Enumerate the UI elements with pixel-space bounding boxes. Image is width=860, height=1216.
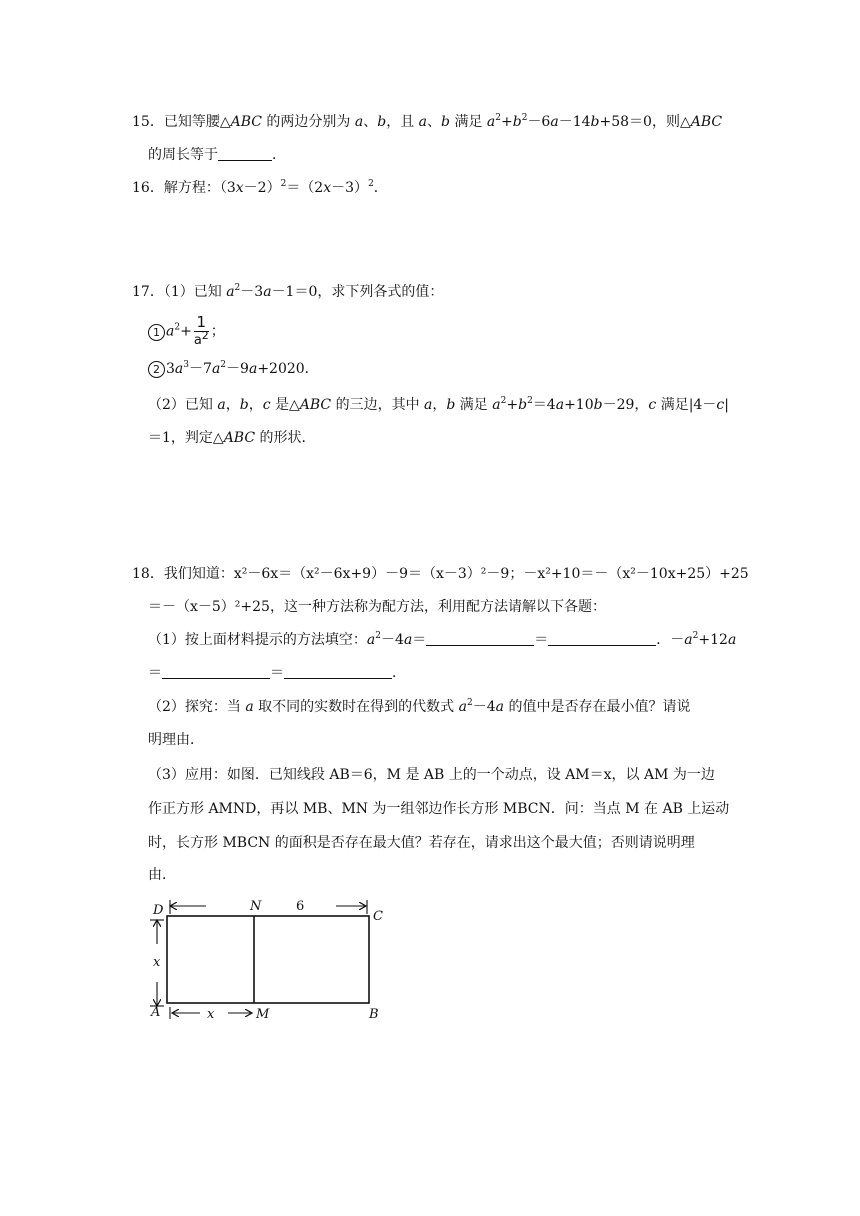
outer-rectangle [167, 916, 369, 1003]
q18-line1: 我们知道：x²－6x＝（x²－6x+9）－9＝（x－3）²－9；－x²+10＝－（x²－10x+25）+25 [163, 566, 749, 582]
rectangle-figure [140, 894, 400, 1029]
label-N: N [250, 899, 262, 914]
answer-blank-3[interactable] [162, 664, 270, 679]
q18-part3-line4: 由． [148, 867, 176, 883]
question-number: 17． [132, 284, 164, 300]
answer-blank-1[interactable] [426, 631, 534, 646]
q18-line2: ＝－（x－5）²+25，这一种方法称为配方法，利用配方法请解以下各题： [148, 599, 606, 615]
q15-line2: 的周长等于 ． [148, 147, 286, 163]
question-number: 15． [132, 114, 164, 130]
question-15 [132, 112, 722, 132]
label-D: D [153, 903, 164, 918]
q17-part2-line1: （2）已知 a，b，c 是△ABC 的三边，其中 a，b 满足 $a^2+b^2=4a+10b-29$，c 满足|4－c| [148, 396, 729, 413]
answer-blank[interactable] [218, 146, 272, 161]
fraction: $\frac{1}{a^2}$ [193, 313, 209, 348]
q18-part1-line2: ＝ ＝ ． [148, 665, 406, 681]
label-M: M [256, 1007, 270, 1022]
circled-number-1: 1 [148, 324, 165, 341]
circled-number-2: 2 [148, 361, 165, 378]
q15-line1: 已知等腰△ABC 的两边分别为 a、b，且 a、b 满足 $a^2+b^2-6a-14b+58=0$，则△ABC [163, 113, 723, 130]
q18-part3-line2: 作正方形 AMND，再以 MB、MN 为一组邻边作长方形 MBCN．问：当点 M 在 AB 上运动 [148, 801, 730, 817]
q18-part1-line1: （1）按上面材料提示的方法填空：$a^2-4a=$ ＝ ．$-a^2+12a$ [148, 631, 737, 648]
question-18 [132, 564, 749, 584]
q17-part2-line2: ＝1，判定△ABC 的形状． [148, 430, 316, 446]
label-6: 6 [296, 899, 305, 914]
q18-part3-line3: 时，长方形 MBCN 的面积是否存在最大值？若存在，请求出这个最大值；否则请说明理 [148, 835, 695, 851]
q17-item-1: 1 $a^2+$ $\frac{1}{a^2}$ ； [148, 314, 225, 349]
answer-blank-4[interactable] [284, 664, 392, 679]
label-C: C [373, 909, 383, 924]
question-number: 16． [132, 180, 164, 196]
q18-part2-line2: 明理由． [148, 732, 204, 748]
label-x-horizontal: x [207, 1007, 215, 1022]
q17-item-2: 2 $3a^3-7a^2-9a+2020$． [148, 359, 319, 379]
label-B: B [369, 1007, 379, 1022]
q18-part2-line1: （2）探究：当 a 取不同的实数时在得到的代数式 $a^2-4a$ 的值中是否存在最小值？请说 [148, 698, 691, 715]
answer-blank-2[interactable] [548, 631, 656, 646]
question-16: 16．解方程：$(3x-2)^2=(2x-3)^2$． [132, 179, 388, 196]
label-x-vertical: x [153, 955, 161, 970]
label-A: A [151, 1005, 161, 1020]
question-17: 17．（1）已知 $a^2-3a-1=0$，求下列各式的值： [132, 283, 444, 300]
question-number: 18． [132, 566, 164, 582]
q18-part3-line1: （3）应用：如图．已知线段 AB＝6，M 是 AB 上的一个动点，设 AM＝x，以 AM 为一边 [148, 767, 715, 783]
